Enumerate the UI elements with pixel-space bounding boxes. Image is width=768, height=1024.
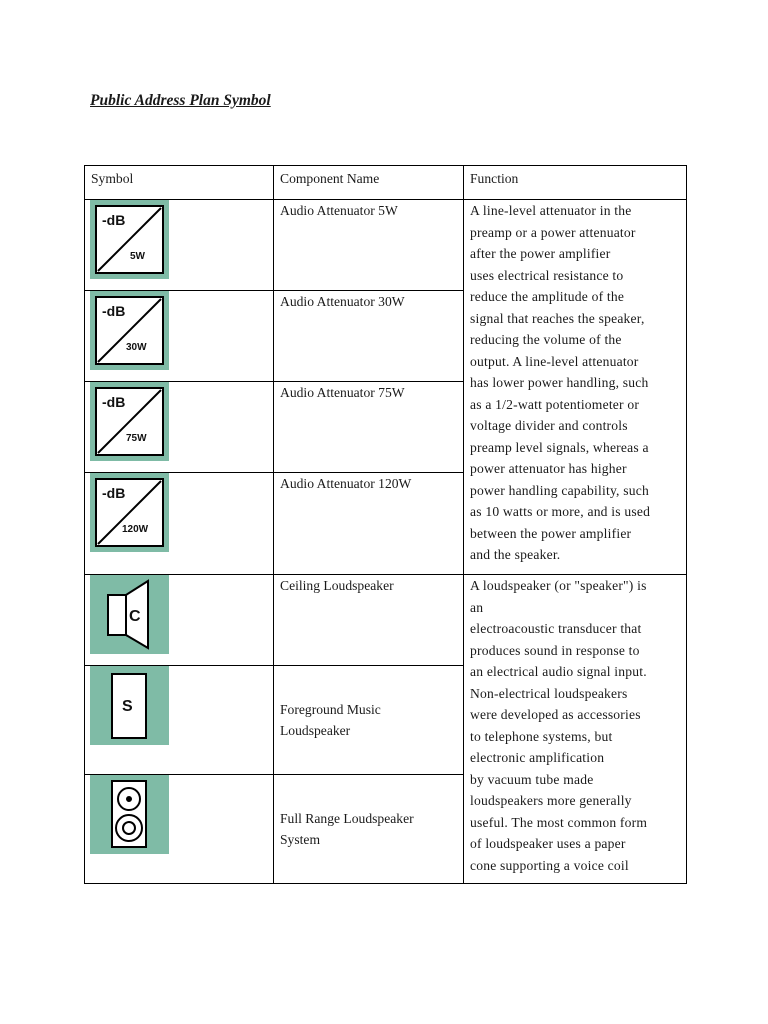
function-line: by vacuum tube made [470, 771, 594, 787]
function-line: loudspeakers more generally [470, 793, 632, 808]
header-component-name: Component Name [274, 166, 464, 200]
svg-text:-dB: -dB [102, 212, 126, 228]
table-header-row [85, 166, 687, 200]
component-name-cell [274, 382, 464, 473]
function-line: an [470, 599, 484, 615]
svg-text:5W: 5W [130, 251, 145, 262]
function-line: signal that reaches the speaker, [470, 310, 645, 326]
component-name-cell [274, 291, 464, 382]
function-line: useful. The most common form [470, 814, 648, 830]
component-name: Audio Attenuator 5W [280, 203, 398, 218]
function-line: and the speaker. [470, 547, 561, 562]
svg-text:120W: 120W [122, 524, 149, 535]
function-line: as a 1/2-watt potentiometer or [470, 396, 640, 412]
function-line: Non-electrical loudspeakers [470, 685, 628, 701]
function-line: A loudspeaker (or "speaker") is [470, 578, 647, 593]
symbol-cell [85, 382, 274, 473]
component-name: Audio Attenuator 75W [280, 385, 405, 400]
header-symbol: Symbol [85, 166, 274, 200]
function-line: A line-level attenuator in the [470, 203, 632, 218]
function-line: an electrical audio signal input. [470, 664, 647, 679]
function-line: cone supporting a voice coil [470, 857, 629, 873]
function-line: produces sound in response to [470, 642, 640, 658]
symbol-cell [85, 473, 274, 575]
function-line: output. A line-level attenuator [470, 353, 639, 369]
function-line: power attenuator has higher [470, 461, 627, 476]
function-line: electronic amplification [470, 750, 605, 765]
symbol-cell [85, 666, 274, 775]
function-line: voltage divider and controls [470, 418, 628, 433]
symbol-table [84, 165, 687, 884]
function-cell-attenuator [464, 200, 687, 575]
function-line: preamp level signals, whereas a [470, 439, 649, 455]
audio-attenuator-5w-icon [90, 200, 169, 279]
svg-text:C: C [129, 608, 141, 625]
component-name-cell [274, 200, 464, 291]
function-line: after the power amplifier [470, 246, 611, 261]
component-name-cell [274, 775, 464, 884]
svg-text:30W: 30W [126, 342, 147, 353]
function-line: power handling capability, such [470, 482, 649, 498]
svg-text:S: S [122, 698, 133, 715]
function-line: as 10 watts or more, and is used [470, 504, 651, 519]
component-name-cell [274, 666, 464, 775]
component-name-line-2: System [280, 832, 321, 847]
symbol-cell [85, 200, 274, 291]
foreground-music-loudspeaker-icon [90, 666, 169, 745]
component-name-line-1: Full Range Loudspeaker [280, 810, 414, 826]
function-line: were developed as accessories [470, 707, 641, 722]
symbol-cell [85, 291, 274, 382]
function-line: between the power amplifier [470, 525, 632, 541]
function-line: preamp or a power attenuator [470, 224, 636, 240]
full-range-loudspeaker-system-icon [90, 775, 169, 854]
component-name-cell [274, 575, 464, 666]
function-line: of loudspeaker uses a paper [470, 836, 626, 851]
svg-text:75W: 75W [126, 433, 147, 444]
page-title: Public Address Plan Symbol [90, 92, 271, 109]
svg-text:-dB: -dB [102, 394, 126, 410]
function-cell-loudspeaker [464, 575, 687, 884]
component-name: Audio Attenuator 120W [280, 476, 412, 491]
component-name-line-2: Loudspeaker [280, 723, 351, 738]
component-name: Ceiling Loudspeaker [280, 578, 394, 593]
component-name-cell [274, 473, 464, 575]
table-row [85, 575, 687, 666]
function-line: has lower power handling, such [470, 375, 649, 390]
component-name: Audio Attenuator 30W [280, 294, 405, 309]
audio-attenuator-120w-icon [90, 473, 169, 552]
function-line: electroacoustic transducer that [470, 621, 642, 636]
svg-text:-dB: -dB [102, 303, 126, 319]
header-function: Function [464, 166, 687, 200]
function-line: to telephone systems, but [470, 728, 613, 744]
svg-text:-dB: -dB [102, 485, 126, 501]
component-name-line-1: Foreground Music [280, 701, 381, 717]
table-row [85, 200, 687, 291]
function-line: reducing the volume of the [470, 332, 622, 347]
function-line: uses electrical resistance to [470, 267, 624, 283]
symbol-cell [85, 775, 274, 884]
audio-attenuator-75w-icon [90, 382, 169, 461]
function-line: reduce the amplitude of the [470, 289, 625, 304]
audio-attenuator-30w-icon [90, 291, 169, 370]
ceiling-loudspeaker-icon [90, 575, 169, 654]
symbol-cell [85, 575, 274, 666]
